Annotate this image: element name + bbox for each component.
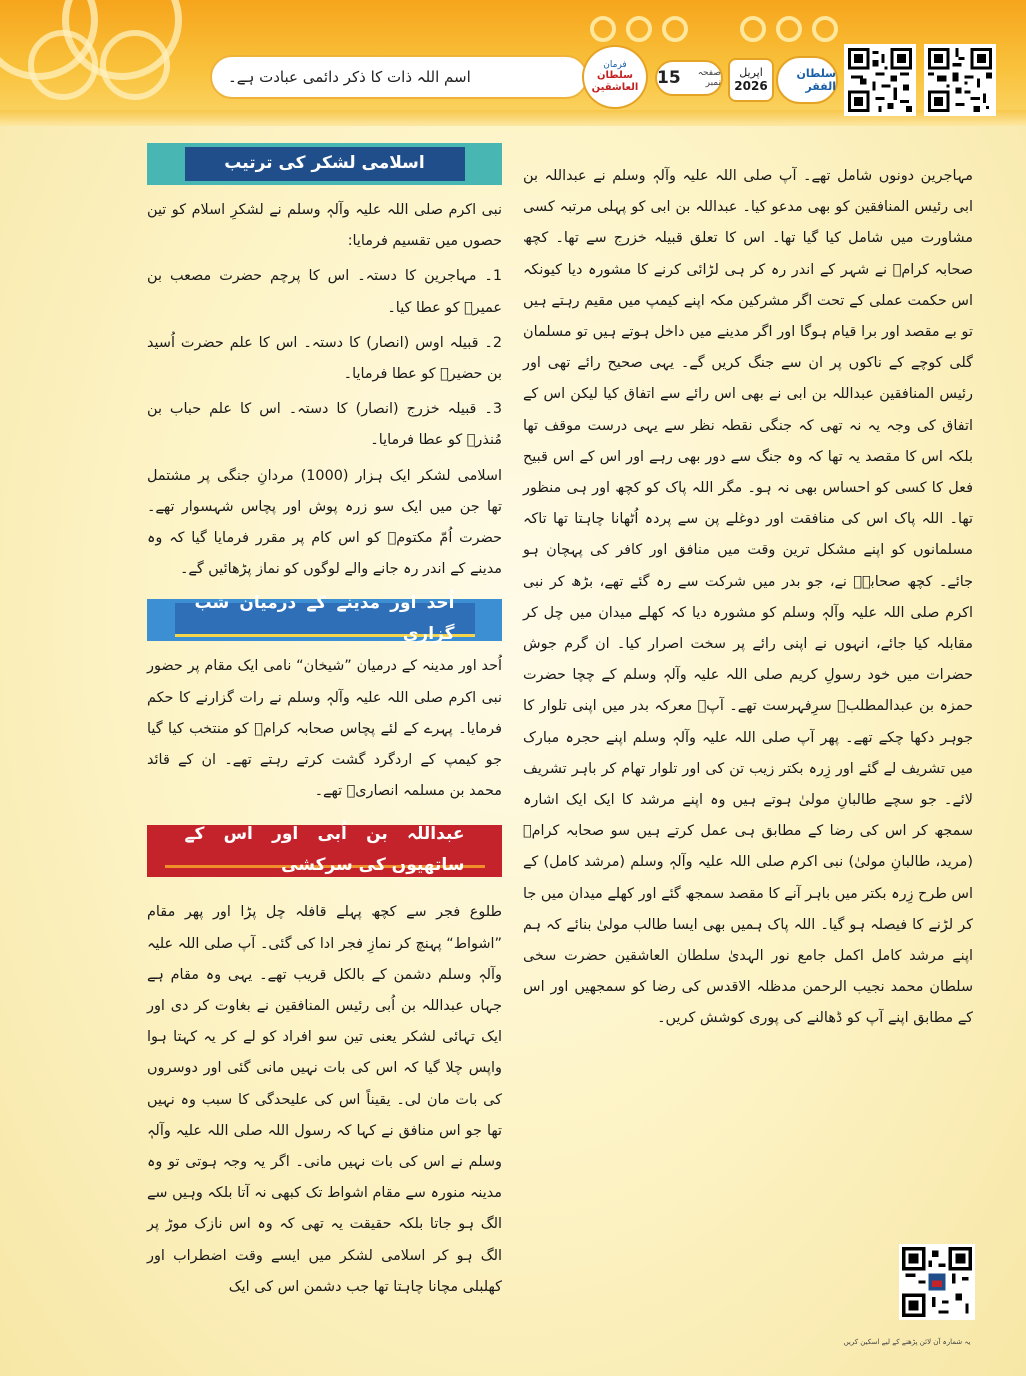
list-item: 1۔ مہاجرین کا دستہ۔ اس کا پرچم حضرت مصعب بن عمیرؓ کو عطا کیا۔ (147, 268, 502, 316)
article-left-column (147, 153, 503, 1307)
farman-label: فرمان (603, 59, 627, 70)
issue-year: 2026 (734, 79, 768, 94)
page-number: 15 (657, 68, 681, 88)
decorative-dots (590, 16, 688, 44)
farman-badge (582, 45, 648, 109)
decorative-dots (740, 16, 838, 44)
qr-code-icon[interactable] (924, 44, 996, 116)
qr-code-icon[interactable] (899, 1244, 975, 1320)
magazine-logo-text: سلطان الفقر (796, 67, 836, 93)
list-item: 2۔ قبیلہ اوس (انصار) کا دستہ۔ اس کا علم حضرت اُسید بن حضیرؓ کو عطا فرمایا۔ (147, 334, 502, 383)
section-heading-text: عبداللہ بن اُبی اور اس کے ساتھیوں کی سرکشی (165, 834, 485, 868)
section-heading (147, 592, 502, 644)
article-paragraph: طلوع فجر سے کچھ پہلے قافلہ چل پڑا اور پھر مقام ”اشواط“ پہنچ کر نمازِ فجر ادا کی گئی۔ آپ صلی اللہ علیہ وآلہٖ وسلم دشمن کے بالکل قریب تھے۔ یہی وہ مقام ہے جہاں عبداللہ بن اُبی رئیس المنافقین نے بغاوت کر دی اور ایک تہائی لشکر یعنی تین سو افراد کو لے کر یہ کہتا ہوا واپس چلا گیا کہ اس کی بات نہیں مانی گئی اور دوسروں کی بات مان لی۔ یقیناً اس کی علیحدگی کا سبب وہ نہیں تھا جو اس منافق نے کہا کہ رسول اللہ صلی اللہ علیہ وآلہٖ وسلم نے اس کی بات نہیں مانی۔ اگر یہ وجہ ہوتی تو وہ مدینہ منورہ سے مقام اشواط تک کبھی نہ آتا بلکہ وہیں سے الگ ہو جاتا بلکہ حقیقت یہ تھی کہ وہ اس نازک موڑ پر الگ ہو کر اسلامی لشکر میں ایسے وقت اضطراب اور کھلبلی مچانا چاہتا تھا جب دشمن اس کی ایک (147, 904, 503, 1295)
section-heading (147, 825, 502, 877)
issue-month: اپریل (739, 66, 763, 80)
article-paragraph: نبی اکرم صلی اللہ علیہ وآلہٖ وسلم نے لشکرِ اسلام کو تین حصوں میں تقسیم فرمایا: (147, 202, 502, 250)
issue-date-badge (728, 58, 774, 102)
qr-code-icon[interactable] (844, 44, 916, 116)
article-paragraph: مہاجرین دونوں شامل تھے۔ آپ صلی اللہ علیہ وآلہٖ وسلم نے عبداللہ بن ابی رئیس المنافقین کو بھی مدعو کیا۔ عبداللہ بن ابی کو پہلی مرتبہ کسی مشاورت میں شامل کیا گیا تھا۔ اس کا تعلق قبیلہ خزرج سے تھا۔ کچھ صحابہ کرامؓ نے شہر کے اندر رہ کر ہی لڑائی کرنے کا مشورہ دیا کیونکہ اس حکمت عملی کے تحت اگر مشرکین مکہ اپنے کیمپ میں مقیم رہتے ہیں تو بے مقصد اور برا قیام ہوگا اور اگر مدینے میں داخل ہوتے ہیں تو مسلمان گلی کوچے کے ناکوں پر ان سے جنگ کریں گے۔ یہی صحیح رائے تھی اور رئیس المنافقین عبداللہ بن ابی نے بھی اس رائے سے اتفاق کیا لیکن اس کے اتفاق کی وجہ یہ نہ تھی کہ جنگی نقطہ نظر سے یہی درست موقف تھا بلکہ اس کا مقصد یہ تھا کہ وہ جنگ سے دور بھی رہے اور اس کے اس قبیح فعل کا کسی کو احساس بھی نہ ہو۔ مگر اللہ پاک کو کچھ اور ہی منظور تھا۔ اللہ پاک اس کی منافقت اور دوغلے پن سے پردہ اُٹھانا چاہتا تھا تاکہ مسلمانوں کو اپنے مشکل ترین وقت میں منافق اور کافر کی پہچان ہو جائے۔ کچھ صحابہؓ نے، جو بدر میں شرکت سے رہ گئے تھے، بڑھ کر نبی اکرم صلی اللہ علیہ وآلہٖ وسلم کو مشورہ دیا کہ کھلے میدان میں چل کر مقابلہ کیا جائے، انہوں نے اپنی رائے پر سخت اصرار کیا۔ ان گرم جوش حضرات میں خود رسولِ کریم صلی اللہ علیہ وآلہٖ وسلم کے چچا حضرت حمزہ بن عبدالمطلبؓ سرِفہرست تھے۔ آپؓ معرکہ بدر میں اپنی تلوار کا جوہر دکھا چکے تھے۔ پھر آپ صلی اللہ علیہ وآلہٖ وسلم اپنے حجرہ مبارک میں تشریف لے گئے اور زِرہ بکتر زیب تن کی اور تلوار تھام کر باہر تشریف لائے۔ جو سچے طالبانِ مولیٰ ہوتے ہیں وہ اپنے مرشد کا ایک ایک اشارہ سمجھ کر اس کی رضا کے مطابق ہی عمل کرتے ہیں سو صحابہ کرامؓ (مرید، طالبانِ مولیٰ) نبی اکرم صلی اللہ علیہ وآلہٖ وسلم (مرشد کامل) کے اس طرح زِرہ بکتر میں باہر آنے کا مقصد سمجھ گئے اور کھلے میدان میں جا کر لڑنے کا فیصلہ ہو گیا۔ اللہ پاک ہمیں بھی ایسا طالب مولیٰ بنائے کہ ہم اپنے مرشد کامل اکمل جامع نور الہدیٰ سلطان العاشقین حضرت سخی سلطان محمد نجیب الرحمن مدظلہ الاقدس کی رضا کو سمجھیں اور اس کے مطابق اپنے آپ کو ڈھالنے کی پوری کوشش کریں۔ (523, 168, 973, 1027)
decorative-ring (28, 30, 98, 100)
article-paragraph: اُحد اور مدینہ کے درمیان ”شیخان“ نامی ایک مقام پر حضور نبی اکرم صلی اللہ علیہ وآلہٖ وسلم نے رات گزارنے کا حکم فرمایا۔ پہرے کے لئے پچاس صحابہ کرامؓ کو منتخب کیا گیا جو کیمپ کے اردگرد گشت کرتے رہتے تھے۔ ان کے قائد محمد بن مسلمہ انصاریؓ تھے۔ (147, 658, 502, 800)
section-heading (147, 143, 502, 185)
page-number-badge (655, 60, 723, 96)
article-right-column (523, 161, 973, 1035)
magazine-logo (776, 56, 838, 104)
decorative-ring (100, 30, 170, 100)
list-item: 3۔ قبیلہ خزرج (انصار) کا دستہ۔ اس کا علم حباب بن مُنذرؓ کو عطا فرمایا۔ (147, 401, 502, 449)
header-quote-text: اسم اللہ ذات کا ذکر دائمی عبادت ہے۔ (228, 68, 471, 86)
page-label: صفحہ نمبر (697, 68, 721, 88)
section-heading-text: اسلامی لشکر کی ترتیب (185, 147, 465, 181)
footer-note: یہ شمارہ آن لائن پڑھنے کے لیے اسکین کریں (843, 1338, 971, 1346)
article-paragraph: اسلامی لشکر ایک ہزار (1000) مردانِ جنگی پر مشتمل تھا جن میں ایک سو زرہ پوش اور پچاس شہسوار تھے۔ حضرت اُمّ مکتومؓ کو اس کام پر مقرر فرمایا گیا کہ وہ مدینے کے اندر رہ جانے والے لوگوں کو نماز پڑھائیں گے۔ (147, 467, 502, 578)
farman-name: سلطان العاشقین (591, 70, 639, 94)
section-heading-text: اُحد اور مدینے کے درمیان شب گزاری (175, 603, 475, 637)
header-quote (210, 55, 588, 99)
